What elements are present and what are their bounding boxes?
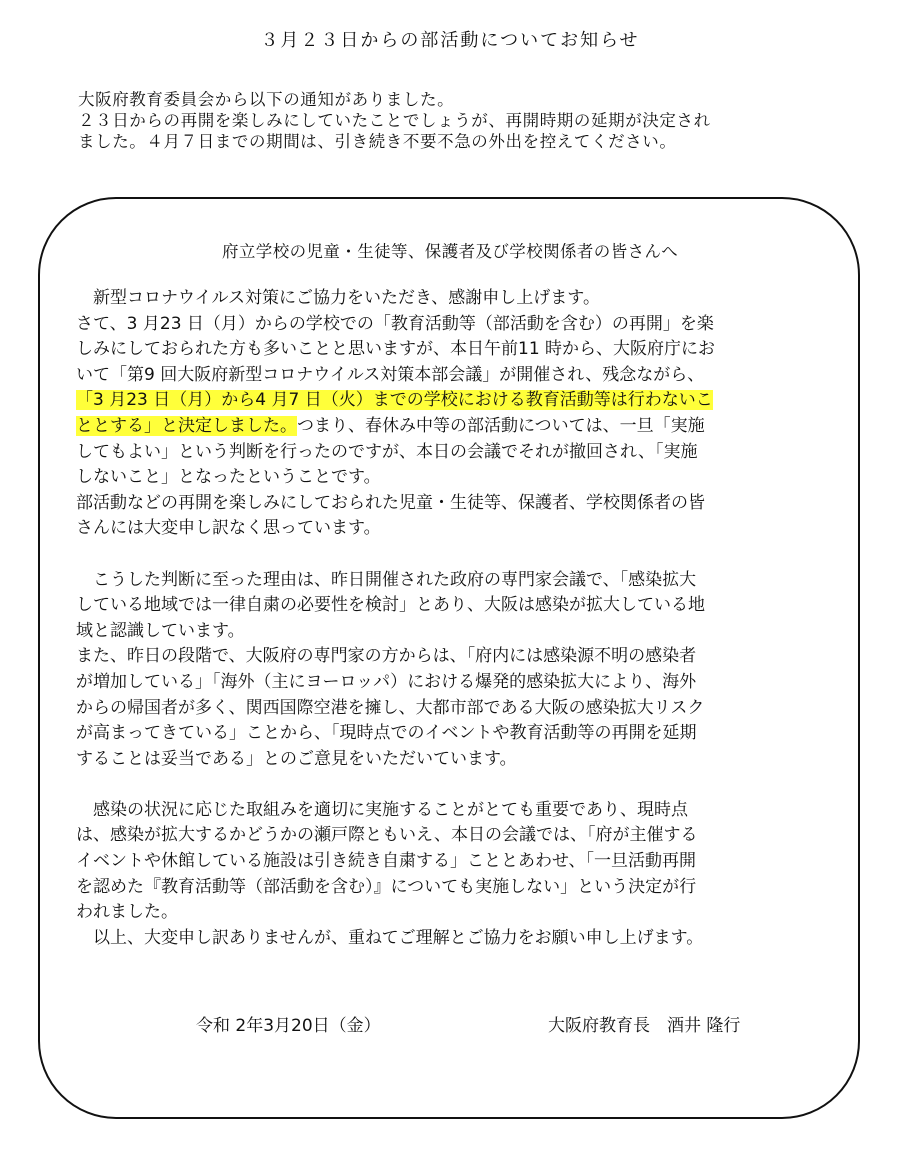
- letter-signature: 大阪府教育長 酒井 隆行: [548, 1016, 741, 1036]
- letter-addressee: 府立学校の児童・生徒等、保護者及び学校関係者の皆さんへ: [222, 242, 678, 261]
- letter-line: してもよい」という判断を行ったのですが、本日の会議でそれが撤回され、「実施: [76, 441, 698, 462]
- letter-line: が高まってきている」ことから、「現時点でのイベントや教育活動等の再開を延期: [76, 723, 697, 744]
- intro-notice: [78, 89, 838, 152]
- paragraph-gap: [76, 542, 826, 568]
- letter-line: しみにしておられた方も多いことと思いますが、本日午前11 時から、大阪府庁にお: [76, 339, 716, 360]
- letter-line: いて「第9 回大阪府新型コロナウイルス対策本部会議」が開催され、残念ながら、: [76, 364, 705, 385]
- letter-body: [76, 286, 826, 951]
- letter-line: 新型コロナウイルス対策にご協力をいただき、感謝申し上げます。: [76, 288, 600, 308]
- paragraph-gap: [76, 772, 826, 798]
- letter-line: 部活動などの再開を楽しみにしておられた児童・生徒等、保護者、学校関係者の皆: [76, 492, 705, 513]
- letter-line: [76, 388, 826, 414]
- letter-line: は、感染が拡大するかどうかの瀬戸際ともいえ、本日の会議では、「府が主催する: [76, 825, 698, 846]
- letter-line: からの帰国者が多く、関西国際空港を擁し、大都市部である大阪の感染拡大リスク: [76, 697, 705, 718]
- letter-line: また、昨日の段階で、大阪府の専門家の方からは、「府内には感染源不明の感染者: [76, 646, 697, 667]
- letter-line: 以上、大変申し訳ありませんが、重ねてご理解とご協力をお願い申し上げます。: [76, 927, 704, 948]
- letter-line: している地域では一律自粛の必要性を検討」とあり、大阪は感染が拡大している地: [76, 595, 705, 616]
- letter-line: さんには大変申し訳なく思っています。: [76, 518, 381, 539]
- letter-line: こうした判断に至った理由は、昨日開催された政府の専門家会議で、「感染拡大: [76, 569, 697, 590]
- intro-line: 大阪府教育委員会から以下の通知がありました。: [78, 90, 455, 109]
- letter-line: 感染の状況に応じた取組みを適切に実施することがとても重要であり、現時点: [76, 799, 688, 820]
- letter-line: を認めた『教育活動等（部活動を含む）』についても実施しない」という決定が行: [76, 876, 697, 897]
- letter-line: することは妥当である」とのご意見をいただいています。: [76, 748, 517, 769]
- highlighted-decision: 「3 月23 日（月）から4 月7 日（火）までの学校における教育活動等は行わないこ: [76, 390, 713, 411]
- letter-line: [76, 414, 826, 440]
- letter-line: イベントや休館している施設は引き続き自粛する」こととあわせ、「一旦活動再開: [76, 851, 696, 872]
- letter-line: が増加している」「海外（主にヨーロッパ）における爆発的感染拡大により、海外: [76, 671, 697, 692]
- document-title: ３月２３日からの部活動についてお知らせ: [260, 30, 640, 51]
- letter-date: 令和 2年3月20日（金）: [196, 1016, 381, 1036]
- letter-line: 域と認識しています。: [76, 620, 245, 641]
- letter-line: さて、3 月23 日（月）からの学校での「教育活動等（部活動を含む）の再開」を楽: [76, 313, 714, 334]
- highlighted-decision: ととする」と決定しました。: [76, 415, 297, 436]
- intro-line: ２３日からの再開を楽しみにしていたことでしょうが、再開時期の延期が決定され: [78, 111, 711, 130]
- intro-line: ました。４月７日までの期間は、引き続き不要不急の外出を控えてください。: [78, 132, 677, 151]
- letter-line: われました。: [76, 902, 178, 923]
- letter-line: しないこと」となったということです。: [76, 467, 381, 488]
- letter-text: つまり、春休み中等の部活動については、一旦「実施: [297, 415, 705, 436]
